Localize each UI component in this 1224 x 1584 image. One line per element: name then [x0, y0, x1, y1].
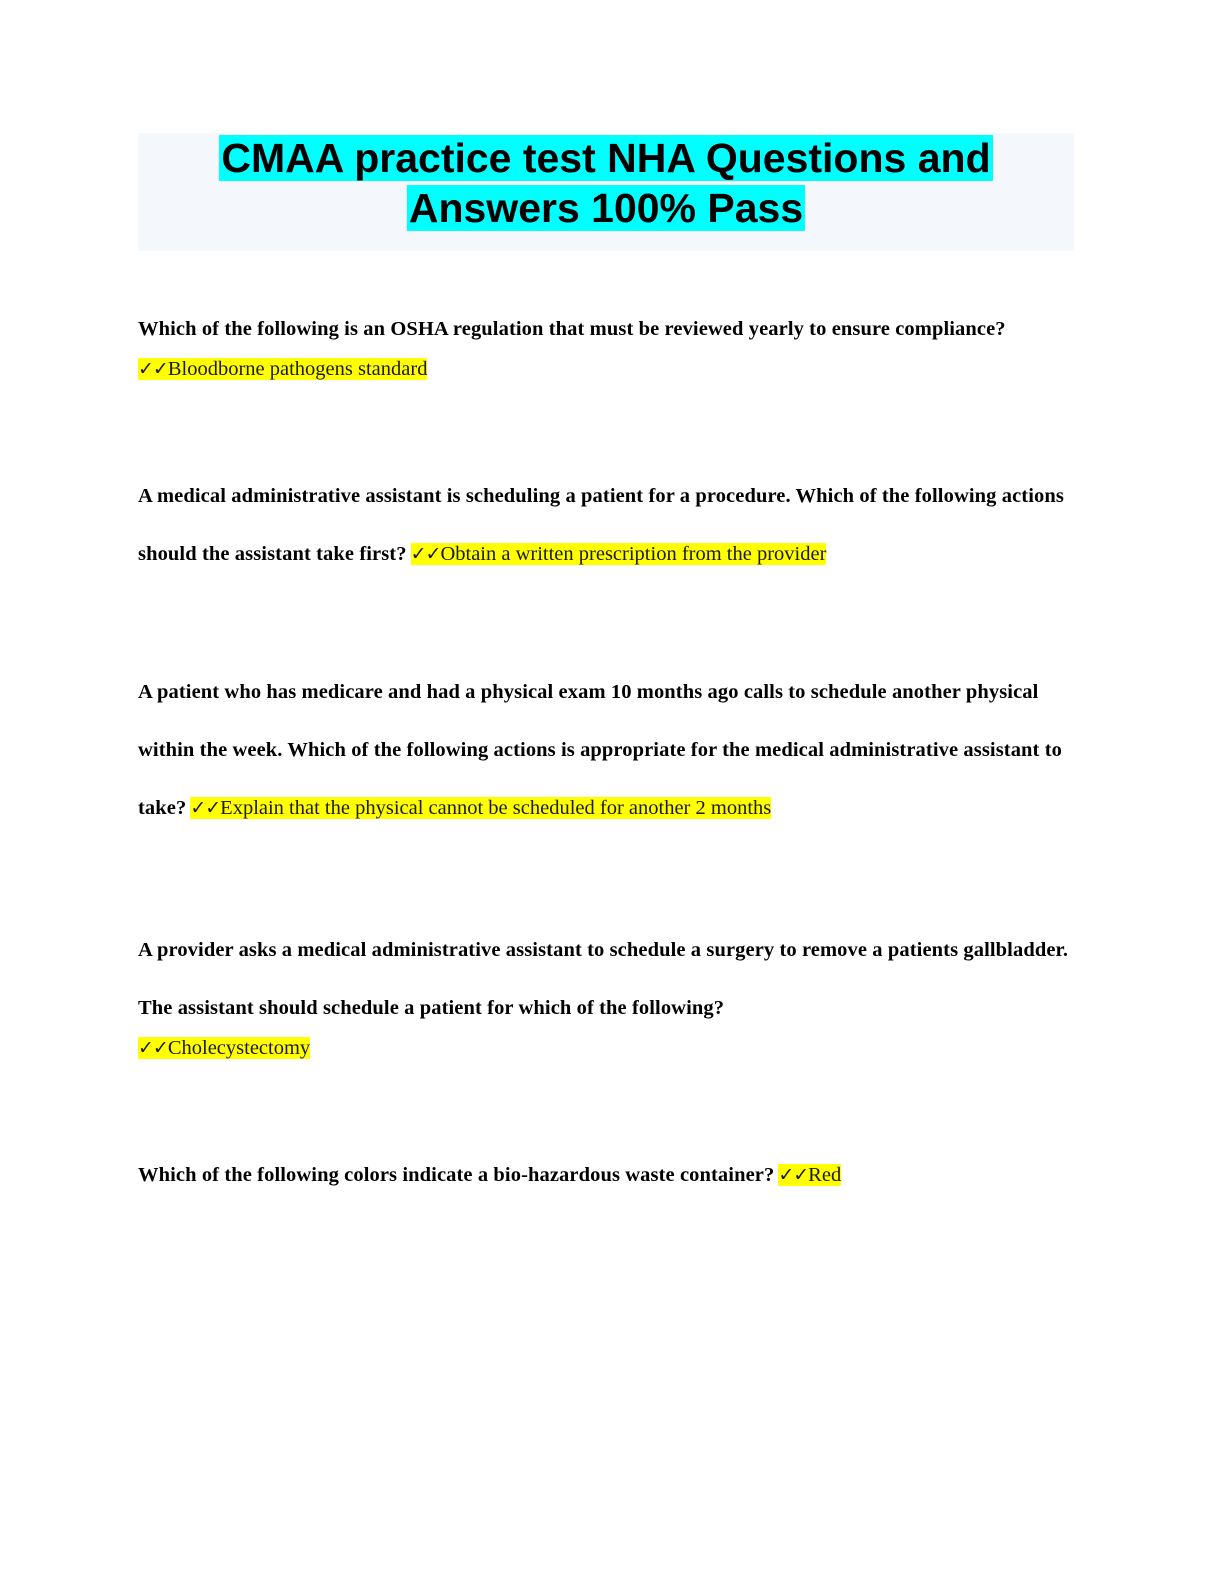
qa-item-2 — [138, 467, 1078, 583]
document-title-block — [138, 133, 1074, 251]
question-text-3: A patient who has medicare and had a physical exam 10 months ago calls to schedule another physical within the week. Which of the following actions is appropriate for the medical administrative assistant to take? — [138, 681, 1062, 819]
answer-2 — [411, 543, 827, 565]
question-text-1: Which of the following is an OSHA regulation that must be reviewed yearly to ensure compliance? — [138, 318, 1006, 340]
page-title-text-1: CMAA practice test NHA Questions and — [221, 135, 991, 181]
spacer-2 — [138, 583, 1078, 663]
answer-text-4: Cholecystectomy — [167, 1037, 311, 1059]
question-text-2: A medical administrative assistant is scheduling a patient for a procedure. Which of the following actions should the assistant take first? — [138, 485, 1064, 565]
qa-item-5 — [138, 1146, 1078, 1204]
spacer-1 — [138, 381, 1078, 467]
question-text-4: A provider asks a medical administrative assistant to schedule a surgery to remove a patients gallbladder. The assistant should schedule a patient for which of the following? — [138, 939, 1069, 1019]
answer-4 — [138, 1037, 310, 1059]
spacer-4 — [138, 1060, 1078, 1146]
page-title-line-1 — [138, 133, 1074, 183]
answer-1 — [138, 358, 427, 380]
check-marks-icon: ✓✓ — [778, 1164, 809, 1186]
question-text-5: Which of the following colors indicate a bio-hazardous waste container? — [138, 1164, 775, 1186]
spacer-3 — [138, 837, 1078, 921]
answer-text-2: Obtain a written prescription from the provider — [440, 543, 827, 565]
qa-item-4 — [138, 921, 1078, 1060]
qa-item-1 — [138, 300, 1078, 381]
check-marks-icon: ✓✓ — [190, 797, 221, 819]
answer-5 — [778, 1164, 841, 1186]
qa-item-3 — [138, 663, 1078, 837]
answer-text-1: Bloodborne pathogens standard — [167, 358, 428, 380]
check-marks-icon: ✓✓ — [410, 543, 441, 565]
qa-list — [138, 300, 1078, 1204]
answer-3 — [190, 797, 771, 819]
check-marks-icon: ✓✓ — [138, 1037, 168, 1059]
page-title-text-2: Answers 100% Pass — [408, 185, 804, 231]
check-marks-icon: ✓✓ — [138, 358, 168, 380]
answer-text-3: Explain that the physical cannot be scheduled for another 2 months — [220, 797, 772, 819]
page-title-line-2 — [138, 183, 1074, 233]
answer-text-5: Red — [808, 1164, 842, 1186]
